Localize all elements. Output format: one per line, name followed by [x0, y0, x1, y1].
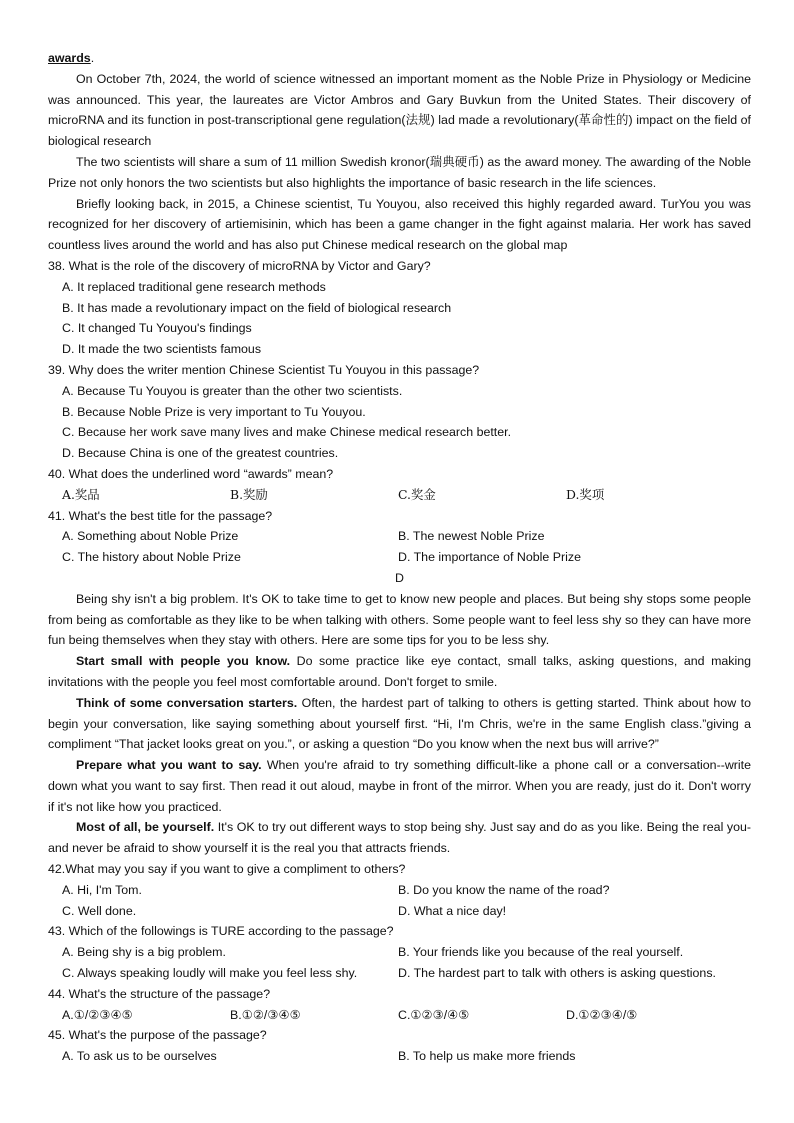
tip-4-heading: Most of all, be yourself.: [76, 820, 215, 835]
question-43-stem: 43. Which of the followings is TURE according to the passage?: [48, 924, 394, 939]
question-39-option-a: A. Because Tu Youyou is greater than the other two scientists.: [62, 383, 403, 398]
question-42-option-c: C. Well done.: [62, 903, 137, 918]
question-40-stem: 40. What does the underlined word “awards” mean?: [48, 466, 334, 481]
question-40-option-b: B.奖励: [230, 486, 268, 502]
question-45-option-b: B. To help us make more friends: [398, 1049, 576, 1064]
question-39-option-c: C. Because her work save many lives and make Chinese medical research better.: [62, 425, 512, 440]
question-42-options: [48, 880, 751, 922]
passage-d-paragraph-2: [48, 651, 751, 693]
passage-c-tail-line: awards.: [48, 51, 95, 65]
passage-d-paragraph-5: [48, 817, 751, 859]
question-41-option-c: C. The history about Noble Prize: [62, 550, 241, 565]
tip-1-heading: Start small with people you know.: [76, 654, 291, 669]
question-40-option-a: A.奖品: [62, 486, 100, 502]
question-38-stem: 38. What is the role of the discovery of microRNA by Victor and Gary?: [48, 258, 431, 273]
question-38-option-b: B. It has made a revolutionary impact on the field of biological research: [62, 300, 452, 315]
question-38-option-d: D. It made the two scientists famous: [62, 342, 262, 357]
question-44-stem: 44. What's the structure of the passage?: [48, 986, 271, 1001]
question-41-option-d: D. The importance of Noble Prize: [398, 550, 581, 565]
tip-3-body: When you're afraid to try something difficult-like a phone call or a conversation--write down what you want to say first. Then read it out aloud, maybe in front of the mirror. When you are ready, just do it. Don't worry if it's not like how you practiced.: [48, 758, 751, 814]
question-42-stem: 42.What may you say if you want to give a compliment to others?: [48, 862, 406, 877]
question-39-option-d: D. Because China is one of the greatest countries.: [62, 446, 339, 461]
tip-2-heading: Think of some conversation starters.: [76, 695, 298, 710]
question-45-option-a: A. To ask us to be ourselves: [62, 1049, 217, 1064]
question-45-options: [48, 1046, 751, 1067]
question-44-option-d: D.①②③④/⑤: [566, 1007, 638, 1022]
question-43-option-c: C. Always speaking loudly will make you feel less shy.: [62, 966, 358, 981]
question-42-option-d: D. What a nice day!: [398, 903, 507, 918]
question-44-option-b: B.①②/③④⑤: [230, 1007, 301, 1022]
tip-2-body: Often, the hardest part of talking to others is getting started. Think about how to begin your conversation, like saying something about yourself first. “Hi, I'm Chris, we're in the same English class.”giving a compliment “That jacket looks great on you.”, or asking a question “Do you know when the next bus will arrive?”: [48, 695, 751, 752]
question-41-option-a: A. Something about Noble Prize: [62, 529, 239, 544]
question-43-option-a: A. Being shy is a big problem.: [62, 945, 226, 960]
question-43-option-d: D. The hardest part to talk with others is asking questions.: [398, 966, 716, 981]
question-45-stem: 45. What's the purpose of the passage?: [48, 1028, 267, 1043]
question-41-options: [48, 526, 751, 568]
exam-page: [48, 48, 751, 1067]
passage-d-label: D: [395, 570, 404, 585]
question-38-option-c: C. It changed Tu Youyou's findings: [62, 321, 252, 336]
tip-3-heading: Prepare what you want to say.: [76, 758, 262, 773]
question-39-stem: 39. Why does the writer mention Chinese Scientist Tu Youyou in this passage?: [48, 362, 480, 377]
passage-c-paragraph-2: The two scientists will share a sum of 11 million Swedish kronor(瑞典硬币) as the award money. The awarding of the Noble Prize not only honors the two scientists but also highlights the importance of basic research in the life sciences.: [48, 154, 751, 190]
question-42-option-a: A. Hi, I'm Tom.: [62, 882, 142, 897]
underlined-word-awards: awards: [48, 51, 91, 65]
passage-d-paragraph-4: [48, 755, 751, 817]
question-44-option-a: A.①/②③④⑤: [62, 1007, 133, 1022]
question-40-option-c: C.奖金: [398, 486, 436, 502]
passage-d-paragraph-1: Being shy isn't a big problem. It's OK to take time to get to know new people and places. But being shy stops some people from being as comfortable as they like to be when talking with others. Some people want to feel less shy so they can have more fun being themselves when they stay with others. Here are some tips for you to be less shy.: [48, 591, 751, 648]
question-39-option-b: B. Because Noble Prize is very important to Tu Youyou.: [62, 404, 366, 419]
question-41-option-b: B. The newest Noble Prize: [398, 529, 545, 544]
passage-d-paragraph-3: [48, 693, 751, 755]
question-41-stem: 41. What's the best title for the passage?: [48, 508, 273, 523]
question-44-options: [48, 1005, 751, 1026]
question-43-option-b: B. Your friends like you because of the real yourself.: [398, 945, 684, 960]
passage-c-paragraph-3: Briefly looking back, in 2015, a Chinese scientist, Tu Youyou, also received this highly regarded award. TurYou you was recognized for her discovery of artiemisinin, which has been a game changer in the fight against malaria. Her work has saved countless lives around the world and has also put Chinese medical research on the global map: [48, 196, 751, 253]
question-38-option-a: A. It replaced traditional gene research methods: [62, 279, 326, 294]
tip-4-body: It's OK to try out different ways to stop being shy. Just say and do as you like. Being the real you-and never be afraid to show yourself it is the real you that attracts friends.: [48, 820, 751, 856]
tip-1-body: Do some practice like eye contact, small talks, asking questions, and making invitations with the people you feel most comfortable around. Don't forget to smile.: [48, 654, 752, 689]
passage-c-paragraph-1: On October 7th, 2024, the world of science witnessed an important moment as the Noble Prize in Physiology or Medicine was announced. This year, the laureates are Victor Ambros and Gary Buvkun from the United States. Their discovery of microRNA and its function in post-transcriptional gene regulation(法规) lad made a revolutionary(革命性的) impact on the field of biological research: [48, 71, 751, 149]
question-42-option-b: B. Do you know the name of the road?: [398, 882, 610, 897]
question-40-option-d: D.奖项: [566, 486, 605, 502]
question-40-options: [48, 485, 751, 506]
question-43-options: [48, 942, 751, 984]
question-44-option-c: C.①②③/④⑤: [398, 1007, 470, 1022]
